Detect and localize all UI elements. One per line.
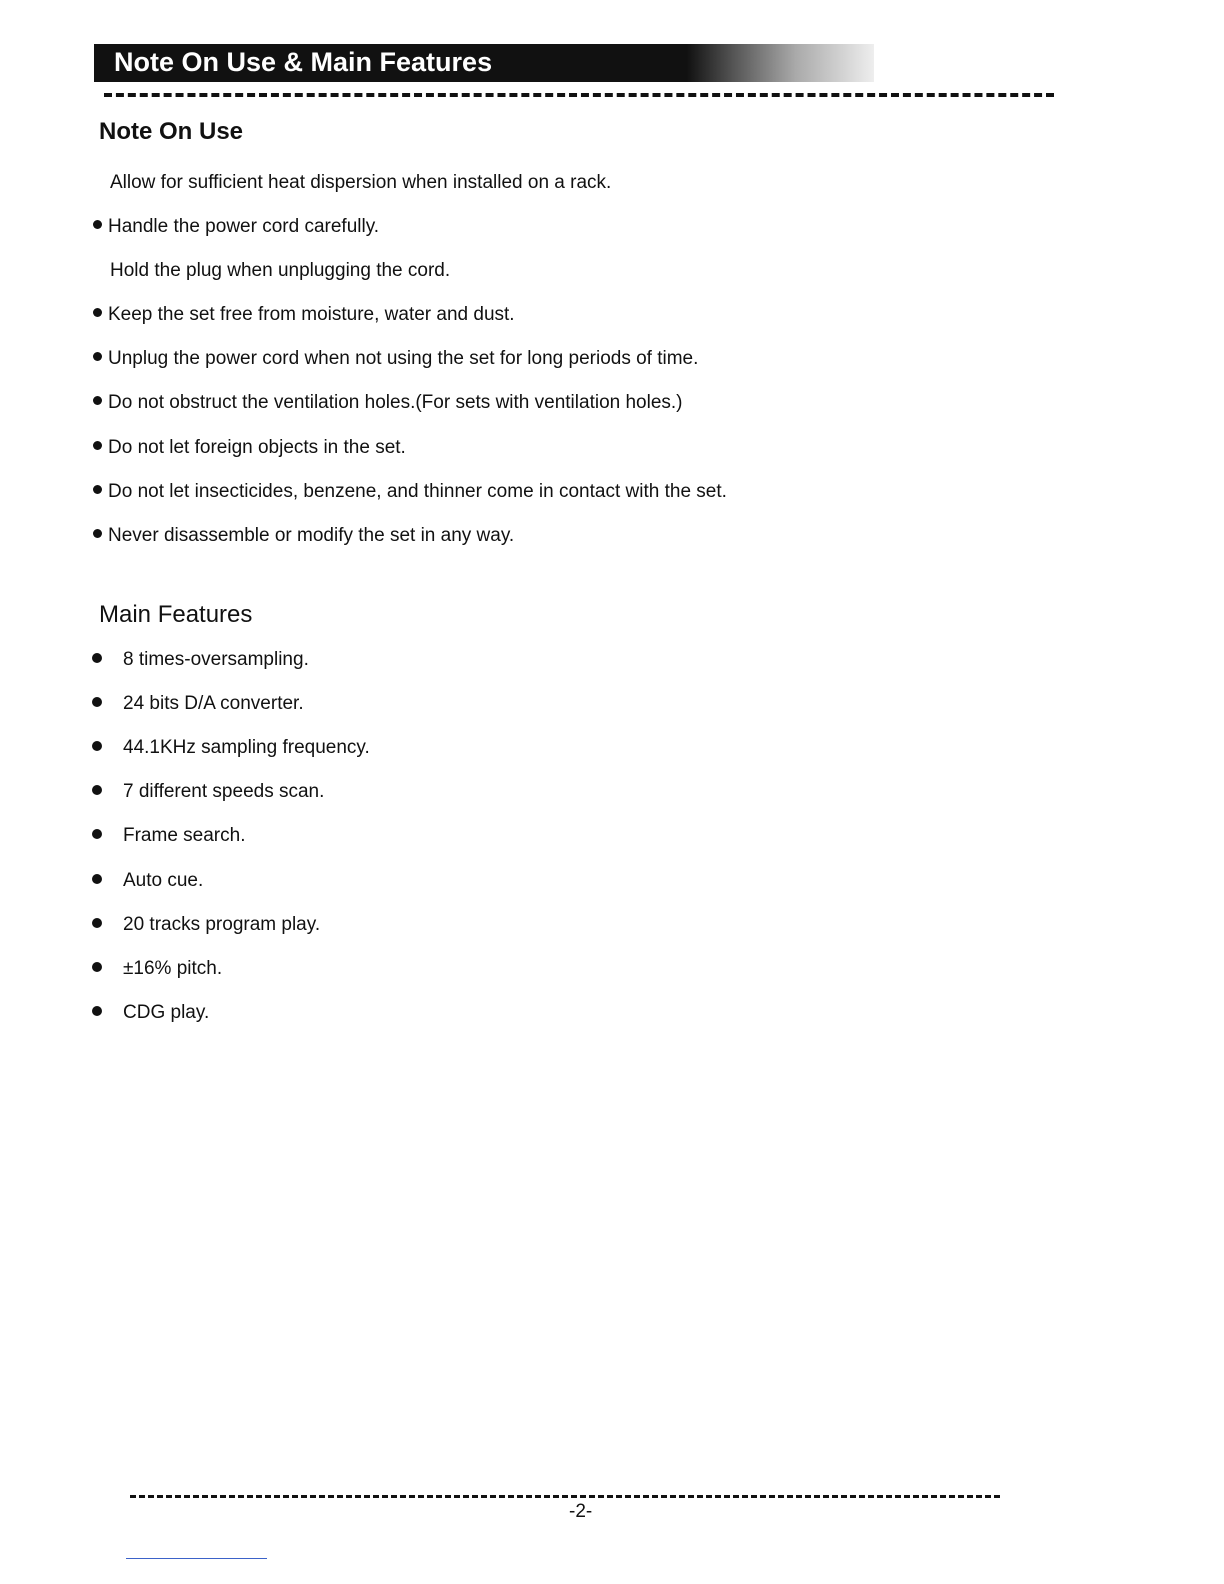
- feature-item: [92, 958, 222, 980]
- note-item: [93, 525, 514, 547]
- bullet-icon: [92, 697, 102, 707]
- note-item-text: Handle the power cord carefully.: [108, 216, 380, 237]
- feature-item: [92, 737, 370, 759]
- feature-item: [92, 693, 304, 715]
- header-bar: [94, 44, 874, 82]
- bullet-icon: [93, 352, 102, 361]
- page-number: -2-: [569, 1501, 593, 1522]
- bullet-icon: [93, 396, 102, 405]
- bullet-icon: [92, 874, 102, 884]
- note-item-text: Do not obstruct the ventilation holes.(For sets with ventilation holes.): [108, 392, 683, 413]
- feature-item: [92, 781, 324, 803]
- bullet-icon: [92, 741, 102, 751]
- feature-item-text: 20 tracks program play.: [123, 914, 321, 935]
- note-item-text: Do not let foreign objects in the set.: [108, 437, 406, 458]
- bullet-icon: [93, 485, 102, 494]
- feature-item-text: 24 bits D/A converter.: [123, 693, 304, 714]
- note-item: [93, 348, 698, 370]
- bullet-icon: [92, 653, 102, 663]
- bullet-icon: [92, 918, 102, 928]
- feature-item: [92, 914, 320, 936]
- feature-item-text: Auto cue.: [123, 870, 204, 891]
- note-item: [110, 172, 611, 194]
- feature-item: [92, 649, 309, 671]
- feature-item-text: ±16% pitch.: [123, 958, 223, 979]
- feature-item-text: 44.1KHz sampling frequency.: [123, 737, 370, 758]
- note-item: [93, 216, 379, 238]
- feature-item-text: 7 different speeds scan.: [123, 781, 325, 802]
- bottom-divider: [130, 1495, 1000, 1498]
- feature-item-text: CDG play.: [123, 1002, 210, 1023]
- feature-item: [92, 825, 245, 847]
- note-item-text: Hold the plug when unplugging the cord.: [110, 260, 451, 281]
- feature-item-text: 8 times-oversampling.: [123, 649, 309, 670]
- note-item-text: Keep the set free from moisture, water and dust.: [108, 304, 515, 325]
- bullet-icon: [93, 220, 102, 229]
- note-item: [93, 437, 406, 459]
- note-item: [110, 260, 450, 282]
- bullet-icon: [93, 308, 102, 317]
- note-item-text: Never disassemble or modify the set in any way.: [108, 525, 515, 546]
- note-item-text: Unplug the power cord when not using the set for long periods of time.: [108, 348, 699, 369]
- top-divider: [104, 93, 1054, 97]
- feature-item-text: Frame search.: [123, 825, 246, 846]
- bullet-icon: [92, 1006, 102, 1016]
- note-on-use-heading: Note On Use: [99, 118, 244, 145]
- bullet-icon: [92, 829, 102, 839]
- page-title: Note On Use & Main Features: [114, 47, 493, 77]
- note-item: [93, 304, 515, 326]
- bullet-icon: [92, 962, 102, 972]
- main-features-heading: Main Features: [99, 601, 253, 628]
- bullet-icon: [93, 441, 102, 450]
- note-item-text: Do not let insecticides, benzene, and thinner come in contact with the set.: [108, 481, 727, 502]
- note-item: [93, 392, 683, 414]
- feature-item: [92, 1002, 209, 1024]
- note-item: [93, 481, 727, 503]
- bullet-icon: [92, 785, 102, 795]
- footer-rule: [126, 1558, 267, 1559]
- bullet-icon: [93, 529, 102, 538]
- feature-item: [92, 870, 203, 892]
- note-item-text: Allow for sufficient heat dispersion when installed on a rack.: [110, 172, 612, 193]
